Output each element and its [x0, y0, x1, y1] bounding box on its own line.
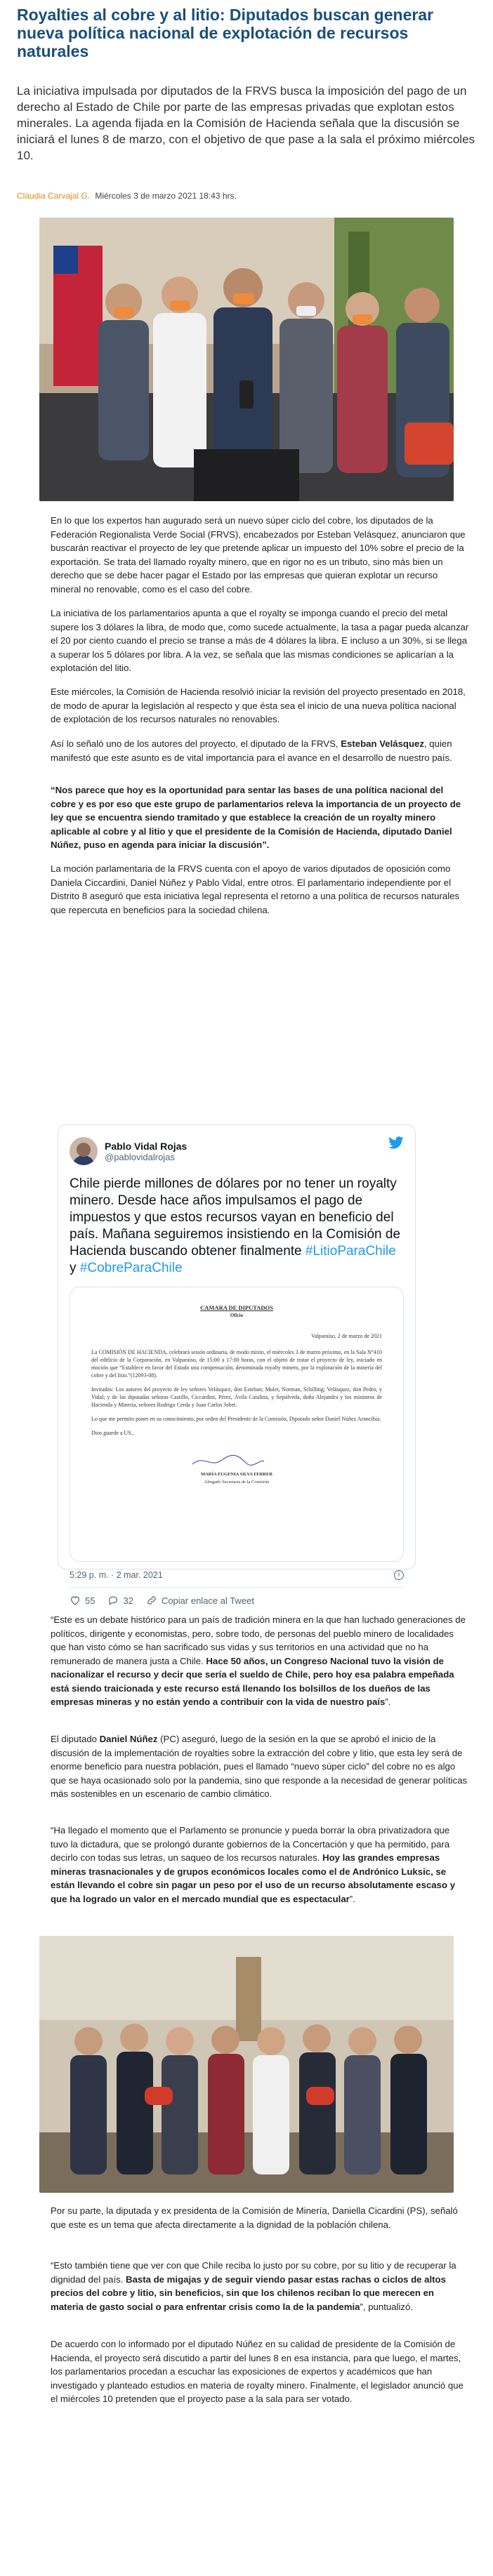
- paragraph-5: “Nos parece que hoy es la oportunidad para sentar las bases de una política nacional del cobre y es por eso que este grupo de parlamentarios releva la importancia de un proyecto de ley que se encuentra siendo tramitado y que establece la creación de un royalty minero aplicable al cobre y al litio y que el presidente de la Comisión de Hacienda, diputado Daniel Núñez, puso en agenda para iniciar la discusión”.: [51, 785, 461, 850]
- tweet-header: [70, 1135, 404, 1167]
- paragraph-6: La moción parlamentaria de la FRVS cuenta con el apoyo de varios diputados de oposición como Daniela Ciccardini, Daniel Núñez y Pablo Vidal, entre otros. El parlamentario independiente por el Distrito 8 aseguró que esta iniciativa legal representa el retorno a una política de recursos naturales que repercuta en beneficios para la sociedad chilena.: [51, 863, 460, 915]
- embedded-tweet[interactable]: [58, 1124, 416, 1606]
- byline: [17, 191, 237, 201]
- document-paragraph: La COMISIÓN DE HACIENDA, celebrará sesión ordinaria, de modo mixto, el miércoles 3 de marzo próximo, en la Sala N°410 del edificio de la Corporación, en Valparaíso, de 15:00 a 17:00 horas, con el objeto de tratar el proyecto de ley, iniciado en moción que “Establece en favor del Estado una compensación, denominada royalty minero, por la explotación de la minería del cobre y del litio.”(12093-08).: [91, 1349, 382, 1379]
- tweet-author-name[interactable]: Pablo Vidal Rojas: [105, 1140, 188, 1152]
- like-button[interactable]: [70, 1595, 95, 1606]
- twitter-bird-icon[interactable]: [388, 1136, 404, 1149]
- paragraph-11: “Esto también tiene que ver con que Chile reciba lo justo por su cobre, por su litio y de recuperar la dignidad del país. Basta de migajas y de seguir viendo pasar estas rachas o ciclos de altos precios del cobre y litio, sin beneficios, sin que los chilenos reciban lo que merecen en materia de gasto social o para enfrentar crisis como la de la pandemia”, puntualizó.: [51, 2260, 456, 2312]
- article-lead: La iniciativa impulsada por diputados de la FRVS busca la imposición del pago de un derecho al Estado de Chile por parte de las empresas privadas que explotan estos minerales. La agenda fijada en la Comisión de Hacienda señala que la discusión se iniciará el lunes 8 de marzo, con el objetivo de que pase a la sala el próximo miércoles 10.: [17, 84, 475, 162]
- signer-role: Abogado Secretaria de la Comisión: [204, 1480, 270, 1485]
- tweet-attached-document[interactable]: [70, 1287, 404, 1562]
- heart-icon: [70, 1595, 81, 1606]
- hashtag-cobre[interactable]: #CobreParaChile: [79, 1261, 183, 1275]
- tweet-actions: [70, 1595, 404, 1606]
- signer-name: MARÍA EUGENIA SILVA FERRER: [200, 1472, 273, 1477]
- paragraph-8: El diputado Daniel Núñez (PC) aseguró, luego de la sesión en la que se aprobó el inicio de la discusión de la implementación de royalties sobre la extracción del cobre y litio, que esta ley será de enorme beneficio para nuestra población, pues el llamado “nuevo súper ciclo” del cobre no es algo que se haya ocasionado solo por la pandemia, sino que responde a la necesidad de generar políticas más sostenibles en un escenario de cambio climático.: [51, 1734, 468, 1799]
- tweet-text: Chile pierde millones de dólares por no tener un royalty minero. Desde hace años impulsamos el pago de impuestos y que estos recursos vayan en beneficio del país. Mañana seguiremos insistiendo en la Comisión de Hacienda buscando obtener finalmente #LitioParaChile y #CobreParaChile: [70, 1176, 401, 1275]
- document-paragraph: Lo que me permito poner en su conocimiento, por orden del Presidente de la Comisión, Diputado señor Daniel Núñez Arancibia.: [91, 1416, 381, 1422]
- paragraph-1: En lo que los expertos han augurado será un nuevo súper ciclo del cobre, los diputados de la Federación Regionalista Verde Social (FRVS), encabezados por Esteban Velásquez, anunciaron que buscarán reactivar el proyecto de ley que pretende aplicar un impuesto del 10% sobre el precio de la exportación. Se trata del llamado royalty minero, que en rigor no es un tributo, sino más bien un derecho que se debe hacer pagar el Estado por las empresas que quieran explotar un recurso mineral no renovable, como es el caso del cobre.: [51, 515, 466, 595]
- document-subtitle: Oficio: [230, 1313, 244, 1318]
- article-title: Royalties al cobre y al litio: Diputados buscan generar nueva política nacional de explotación de recursos naturales: [17, 6, 434, 60]
- press-conference-photo: [39, 218, 454, 501]
- author-link[interactable]: Claudia Carvajal G.: [17, 191, 91, 201]
- paragraph-10: Por su parte, la diputada y ex presidenta de la Comisión de Minería, Daniella Cicardini (PS), señaló que este es un tema que afecta directamente a la dignidad de la población chilena.: [51, 2205, 458, 2230]
- reply-count: 32: [123, 1595, 133, 1606]
- tweet-timestamp[interactable]: 5:29 p. m. · 2 mar. 2021: [70, 1570, 163, 1580]
- paragraph-12: De acuerdo con lo informado por el diputado Núñez en su calidad de presidente de la Comisión de Hacienda, el proyecto será discutido a partir del lunes 8 en esa instancia, para que luego, el martes, los parlamentarios procedan a escuchar las exposiciones de expertos y académicos que han investigado y planteado estudios en materia de royalty minero. Finalmente, el legislador anunció que el miércoles 10 pretenden que el proyecto pase a la sala para ser votado.: [51, 2339, 464, 2404]
- like-count: 55: [85, 1595, 96, 1606]
- document-date: Valparaíso, 2 de marzo de 2021: [311, 1333, 382, 1339]
- paragraph-7: “Este es un debate histórico para un país de tradición minera en la que han luchado generaciones de políticos, dirigente y economistas, pero, sobre todo, de personas del pueblo minero de localidades que han visto cómo se han sacrificado sus vidas y sus territorios en una actividad que no ha remunerado de manera justa a Chile. Hace 50 años, un Congreso Nacional tuvo la visión de nacionalizar el recurso y decir que sería el sueldo de Chile, pero hoy esa palabra empeñada está siendo traicionada y este recurso está llenando los bolsillos de los dueños de las empresas mineras y no están yendo a contribuir con la vida de nuestro país”.: [51, 1614, 466, 1707]
- publish-date: Miércoles 3 de marzo 2021 18:43 hrs.: [95, 191, 237, 201]
- group-photo: [39, 1936, 454, 2193]
- avatar[interactable]: [70, 1137, 98, 1165]
- reply-button[interactable]: [107, 1595, 133, 1606]
- paragraph-2: La iniciativa de los parlamentarios apunta a que el royalty se imponga cuando el precio del metal supere los 3 dólares la libra, de modo que, como sucede actualmente, la tasa a pagar pueda alcanzar el 20 por ciento cuando el precio se transe a más de 4 dólares la libra. E incluso a un 30%, si se llega a superar los 5 dólares por libra. A la vez, se señala que las mismas condiciones se aplicarían a la explotación del litio.: [51, 608, 469, 673]
- document-paragraph: Invitados: Los autores del proyecto de ley señores Velásquez, don Esteban; Mulet, Norman, Schilling; Velásquez, don Pedro, y Vidal; y de las diputadas señoras Castillo, Ciccardini, Pérez, Ávila Catalina, y Sepúlveda, doña Alejandra y los ministros de Hacienda y Minería, señores Rodrigo Cerda y Juan Carlos Jobet.: [91, 1386, 382, 1408]
- tweet-author-handle[interactable]: @pablovidalrojas: [105, 1151, 175, 1162]
- tweet-timestamp-row: [70, 1570, 404, 1580]
- hashtag-litio[interactable]: #LitioParaChile: [305, 1244, 396, 1259]
- document-paragraph: Dios guarde a US.,: [91, 1430, 134, 1436]
- info-icon[interactable]: i: [394, 1570, 404, 1580]
- paragraph-3: Este miércoles, la Comisión de Hacienda resolvió iniciar la revisión del proyecto presentado en 2018, de modo de apurar la legislación al respecto y que ésta sea el inicio de una nueva política nacional de explotación de los recursos naturales no renovables.: [51, 686, 466, 724]
- document-title: CAMARA DE DIPUTADOS: [200, 1304, 273, 1311]
- divider: [70, 1587, 404, 1588]
- reply-icon: [107, 1595, 119, 1606]
- copy-link-label: Copiar enlace al Tweet: [161, 1595, 254, 1606]
- paragraph-9: “Ha llegado el momento que el Parlamento se pronuncie y pueda borrar la obra privatizadora que tuvo la dictadura, que se prolongó durante gobiernos de la Concertación y que ha permitido, para decirlo con todas sus letras, un saqueo de los recursos naturales. Hoy las grandes empresas mineras trasnacionales y de grupos económicos locales como el de Andrónico Luksic, se están llevando el cobre sin pagar un peso por el uso de un recurso absolutamente escaso y que ha logrado un valor en el mercado mundial que es espectacular”.: [51, 1825, 456, 1904]
- signature: [190, 1453, 267, 1468]
- paragraph-4: Así lo señaló uno de los autores del proyecto, el diputado de la FRVS, Esteban Velásquez, quien manifestó que este asunto es de vital importancia para el avance en el desarrollo de nuestro país.: [51, 738, 452, 763]
- copy-link-button[interactable]: [146, 1595, 254, 1606]
- link-icon: [146, 1595, 157, 1606]
